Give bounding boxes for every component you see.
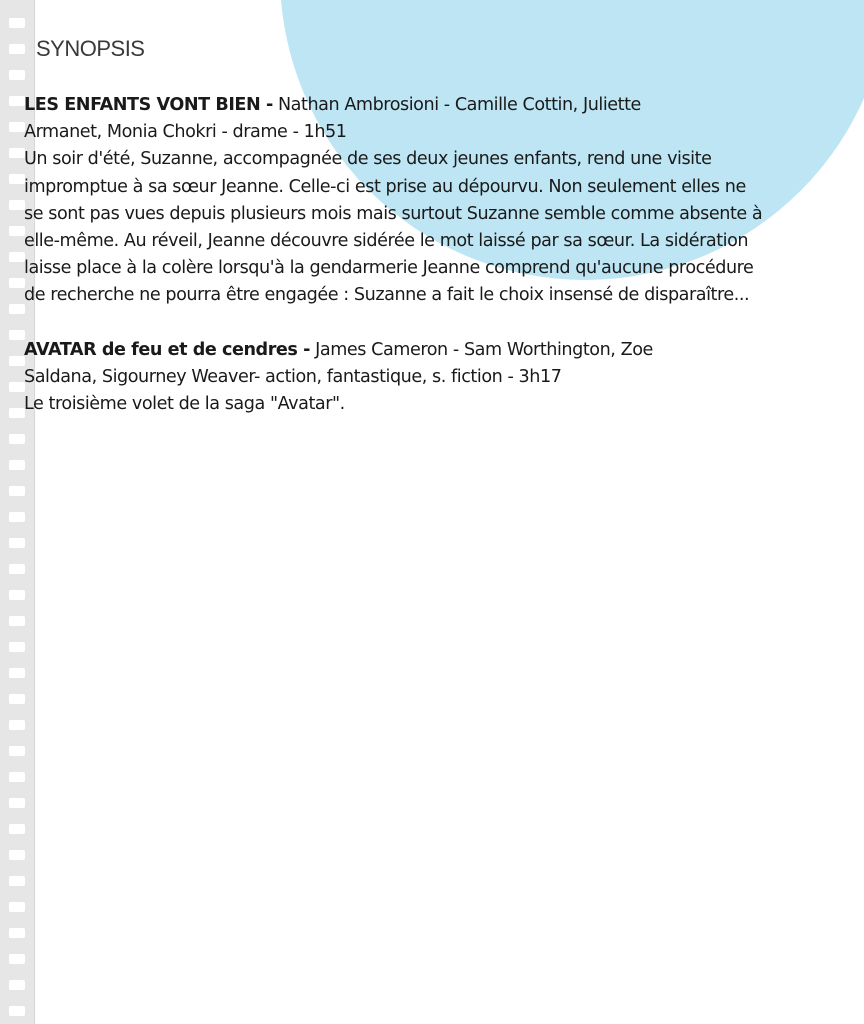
- section-heading: SYNOPSIS: [36, 36, 145, 61]
- film-credits-line-2: Saldana, Sigourney Weaver- action, fantastique, s. fiction - 3h17: [24, 366, 562, 387]
- film-perforation: [9, 798, 25, 808]
- film-credits-line-2: Armanet, Monia Chokri - drame - 1h51: [24, 122, 347, 143]
- film-perforation: [9, 980, 25, 990]
- film-perforation: [9, 382, 25, 392]
- film-perforation: [9, 720, 25, 730]
- film-perforation: [9, 512, 25, 522]
- synopsis-line: laisse place à la colère lorsqu'à la gendarmerie Jeanne comprend qu'aucune procédure: [24, 258, 754, 279]
- film-credits: Nathan Ambrosioni - Camille Cottin, Juliette: [277, 95, 641, 115]
- film-perforation: [9, 642, 25, 652]
- film-title: AVATAR de feu et de cendres -: [24, 339, 310, 360]
- film-perforation: [9, 96, 25, 106]
- film-perforation: [9, 18, 25, 28]
- film-perforation: [9, 252, 25, 262]
- film-perforation: [9, 590, 25, 600]
- film-perforation: [9, 122, 25, 132]
- film-perforation: [9, 356, 25, 366]
- film-entry-avatar: [24, 337, 860, 419]
- film-perforation: [9, 850, 25, 860]
- film-perforation: [9, 486, 25, 496]
- film-perforation: [9, 460, 25, 470]
- film-header-line-1: [24, 337, 860, 364]
- film-perforation: [9, 148, 25, 158]
- film-perforation: [9, 746, 25, 756]
- film-perforation: [9, 616, 25, 626]
- film-credits: James Cameron - Sam Worthington, Zoe: [315, 339, 653, 360]
- film-perforation: [9, 434, 25, 444]
- synopsis-line: elle-même. Au réveil, Jeanne découvre sidérée le mot laissé par sa sœur. La sidération: [24, 231, 749, 252]
- film-perforation: [9, 70, 25, 80]
- film-header-line-1: [24, 92, 860, 119]
- synopsis-line: Un soir d'été, Suzanne, accompagnée de ses deux jeunes enfants, rend une visite: [24, 149, 712, 170]
- film-perforation: [9, 694, 25, 704]
- film-perforation: [9, 200, 25, 210]
- film-perforation: [9, 174, 25, 184]
- film-perforation: [9, 330, 25, 340]
- film-perforation: [9, 278, 25, 288]
- film-title: LES ENFANTS VONT BIEN -: [24, 95, 273, 115]
- film-perforation: [9, 824, 25, 834]
- film-perforation: [9, 226, 25, 236]
- synopsis-line: de recherche ne pourra être engagée : Suzanne a fait le choix insensé de disparaître...: [24, 285, 750, 306]
- film-perforation: [9, 408, 25, 418]
- film-perforation: [9, 928, 25, 938]
- film-perforation: [9, 902, 25, 912]
- synopsis-line: Le troisième volet de la saga "Avatar".: [24, 394, 345, 415]
- film-perforation: [9, 564, 25, 574]
- film-perforation: [9, 954, 25, 964]
- synopsis-line: impromptue à sa sœur Jeanne. Celle-ci est prise au dépourvu. Non seulement elles ne: [24, 176, 746, 197]
- film-perforation: [9, 772, 25, 782]
- synopsis-line: se sont pas vues depuis plusieurs mois mais surtout Suzanne semble comme absente à: [24, 203, 763, 224]
- film-perforation: [9, 668, 25, 678]
- film-perforation: [9, 876, 25, 886]
- film-perforation: [9, 304, 25, 314]
- film-perforation: [9, 1006, 25, 1016]
- film-list: [24, 92, 860, 445]
- film-perforation: [9, 44, 25, 54]
- film-entry-les-enfants-vont-bien: [24, 92, 860, 310]
- film-perforation: [9, 538, 25, 548]
